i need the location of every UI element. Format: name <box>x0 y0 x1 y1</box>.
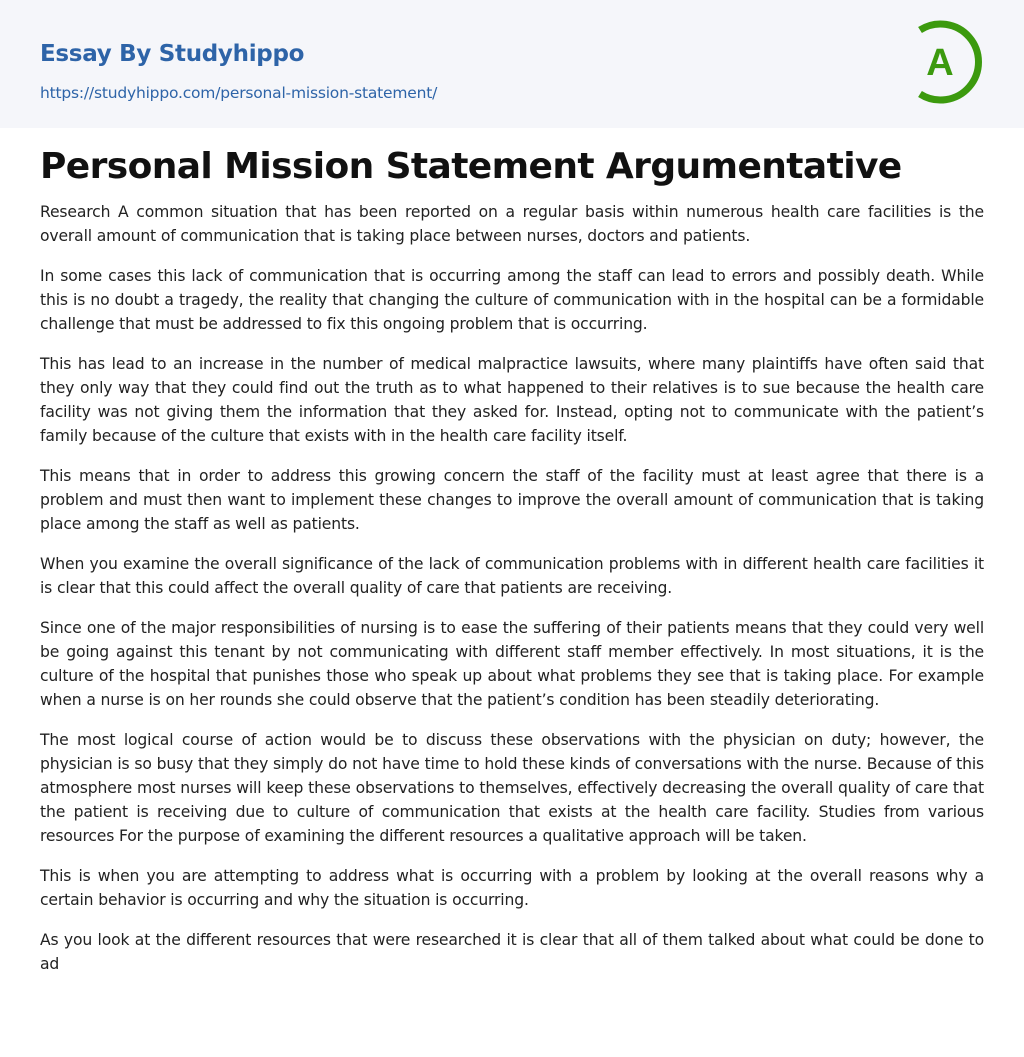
paragraph: In some cases this lack of communication that is occurring among the staff can lead to errors and possibly death. While this is no doubt a tragedy, the reality that changing the culture of communication with in the hospital can be a formidable challenge that must be addressed to fix this ongoing problem that is occurring. <box>40 267 984 333</box>
paragraph: This has lead to an increase in the number of medical malpractice lawsuits, where many plaintiffs have often said that they only way that they could find out the truth as to what happened to their relatives is to sue because the health care facility was not giving them the information that they asked for. Instead, opting not to communicate with the patient’s family because of the culture that exists with in the health care facility itself. <box>40 355 984 445</box>
paragraph: When you examine the overall significance of the lack of communication problems with in different health care facilities it is clear that this could affect the overall quality of care that patients are receiving. <box>40 555 984 597</box>
paragraph: This is when you are attempting to address what is occurring with a problem by looking at the overall reasons why a certain behavior is occurring and why the situation is occurring. <box>40 867 984 909</box>
page-title: Personal Mission Statement Argumentative <box>40 146 902 187</box>
logo-letter: A <box>926 42 954 84</box>
brand-title: Essay By Studyhippo <box>40 41 305 67</box>
essay-body <box>40 200 984 992</box>
paragraph: Since one of the major responsibilities of nursing is to ease the suffering of their patients means that they could very well be going against this tenant by not communicating with different staff member effectively. In most situations, it is the culture of the hospital that punishes those who speak up about what problems they see that is taking place. For example when a nurse is on her rounds she could observe that the patient’s condition has been steadily deteriorating. <box>40 619 984 709</box>
paragraph: Research A common situation that has been reported on a regular basis within numerous health care facilities is the overall amount of communication that is taking place between nurses, doctors and patients. <box>40 203 984 245</box>
studyhippo-logo-icon[interactable] <box>900 18 988 106</box>
paragraph: This means that in order to address this growing concern the staff of the facility must at least agree that there is a problem and must then want to implement these changes to improve the overall amount of communication that is taking place among the staff as well as patients. <box>40 467 984 533</box>
paragraph: The most logical course of action would be to discuss these observations with the physician on duty; however, the physician is so busy that they simply do not have time to hold these kinds of conversations with the nurse. Because of this atmosphere most nurses will keep these observations to themselves, effectively decreasing the overall quality of care that the patient is receiving due to culture of communication that exists at the health care facility. Studies from various resources For the purpose of examining the different resources a qualitative approach will be taken. <box>40 731 984 845</box>
site-header <box>0 0 1024 128</box>
essay-url-link[interactable]: https://studyhippo.com/personal-mission-statement/ <box>40 84 438 102</box>
paragraph: As you look at the different resources that were researched it is clear that all of them talked about what could be done to ad <box>40 931 984 973</box>
